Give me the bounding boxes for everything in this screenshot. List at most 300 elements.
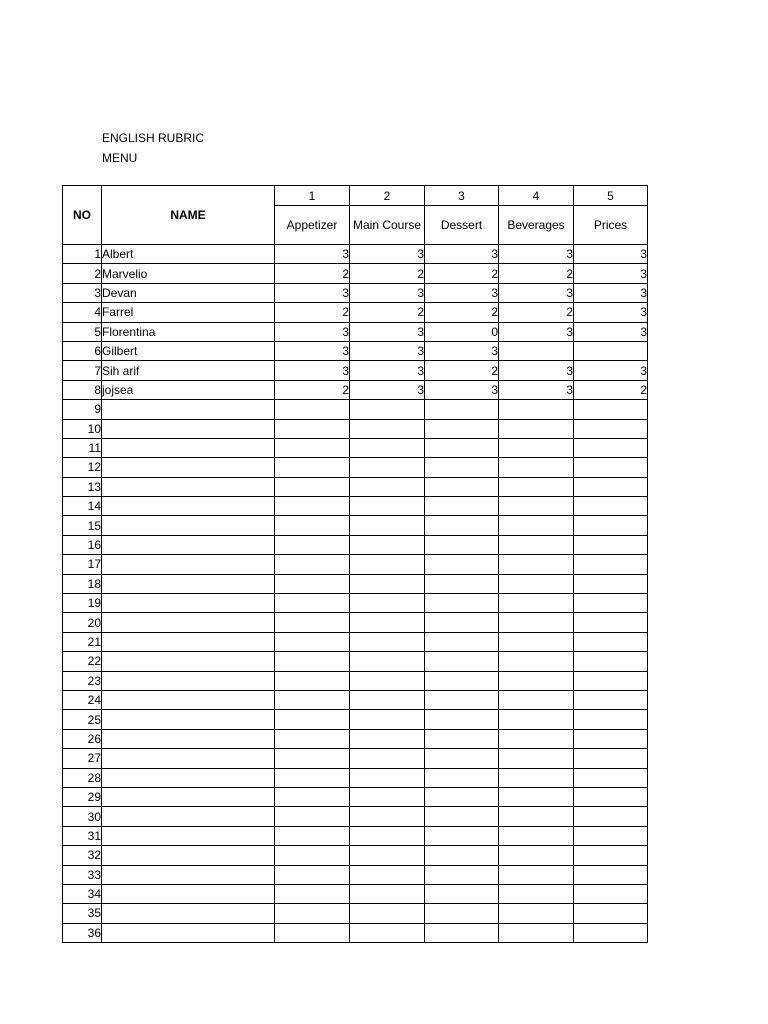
- row-number-cell[interactable]: 17: [63, 555, 102, 574]
- table-row: [63, 535, 648, 554]
- score-cell[interactable]: [275, 594, 350, 613]
- student-name-cell[interactable]: [102, 613, 275, 632]
- table-row: [63, 438, 648, 457]
- score-cell[interactable]: [499, 729, 574, 748]
- criterion-number: 5: [574, 186, 648, 206]
- document-title: ENGLISH RUBRIC: [102, 131, 205, 145]
- score-cell[interactable]: [275, 555, 350, 574]
- student-name-cell[interactable]: Gilbert: [102, 341, 275, 360]
- score-cell[interactable]: [275, 632, 350, 651]
- score-cell[interactable]: [275, 516, 350, 535]
- table-row: [63, 690, 648, 709]
- score-cell[interactable]: [574, 923, 648, 942]
- score-cell[interactable]: [499, 710, 574, 729]
- score-cell[interactable]: [350, 884, 425, 903]
- student-name-cell[interactable]: [102, 923, 275, 942]
- score-cell[interactable]: [499, 516, 574, 535]
- score-cell[interactable]: [574, 865, 648, 884]
- score-cell[interactable]: [574, 400, 648, 419]
- score-cell[interactable]: [275, 846, 350, 865]
- score-cell[interactable]: 3: [350, 322, 425, 341]
- score-cell[interactable]: 3: [275, 283, 350, 302]
- score-cell[interactable]: [499, 419, 574, 438]
- table-row: [63, 245, 648, 264]
- score-cell[interactable]: 2: [574, 380, 648, 399]
- row-number-cell[interactable]: 18: [63, 574, 102, 593]
- score-cell[interactable]: [350, 652, 425, 671]
- student-name-cell[interactable]: [102, 535, 275, 554]
- student-name-cell[interactable]: [102, 787, 275, 806]
- score-cell[interactable]: [499, 594, 574, 613]
- score-cell[interactable]: [574, 652, 648, 671]
- score-cell[interactable]: [499, 341, 574, 360]
- score-cell[interactable]: [350, 400, 425, 419]
- score-cell[interactable]: [425, 400, 499, 419]
- row-number-cell[interactable]: 11: [63, 438, 102, 457]
- student-name-cell[interactable]: [102, 574, 275, 593]
- score-cell[interactable]: [574, 729, 648, 748]
- score-cell[interactable]: [499, 826, 574, 845]
- score-cell[interactable]: [350, 535, 425, 554]
- row-number-cell[interactable]: 15: [63, 516, 102, 535]
- score-cell[interactable]: [499, 535, 574, 554]
- row-number-cell[interactable]: 26: [63, 729, 102, 748]
- score-cell[interactable]: 2: [425, 361, 499, 380]
- score-cell[interactable]: [425, 768, 499, 787]
- table-row: [63, 555, 648, 574]
- score-cell[interactable]: [425, 787, 499, 806]
- score-cell[interactable]: 3: [574, 322, 648, 341]
- table-row: [63, 264, 648, 283]
- table-row: [63, 632, 648, 651]
- score-cell[interactable]: [425, 904, 499, 923]
- score-cell[interactable]: 2: [275, 380, 350, 399]
- score-cell[interactable]: [350, 807, 425, 826]
- score-cell[interactable]: [499, 846, 574, 865]
- score-cell[interactable]: [275, 652, 350, 671]
- score-cell[interactable]: [275, 497, 350, 516]
- row-number-cell[interactable]: 22: [63, 652, 102, 671]
- row-number-cell[interactable]: 32: [63, 846, 102, 865]
- criteria-number-row: [63, 186, 648, 206]
- score-cell[interactable]: [574, 884, 648, 903]
- score-cell[interactable]: [275, 613, 350, 632]
- table-row: [63, 826, 648, 845]
- row-number-cell[interactable]: 2: [63, 264, 102, 283]
- score-cell[interactable]: [350, 438, 425, 457]
- score-cell[interactable]: 3: [275, 322, 350, 341]
- row-number-cell[interactable]: 33: [63, 865, 102, 884]
- score-cell[interactable]: [275, 729, 350, 748]
- score-cell[interactable]: 3: [499, 283, 574, 302]
- score-cell[interactable]: 3: [350, 283, 425, 302]
- student-name-cell[interactable]: [102, 497, 275, 516]
- row-number-cell[interactable]: 25: [63, 710, 102, 729]
- score-cell[interactable]: [350, 419, 425, 438]
- row-number-cell[interactable]: 7: [63, 361, 102, 380]
- score-cell[interactable]: [350, 749, 425, 768]
- score-cell[interactable]: [574, 710, 648, 729]
- row-number-cell[interactable]: 27: [63, 749, 102, 768]
- table-row: [63, 283, 648, 302]
- table-row: [63, 807, 648, 826]
- score-cell[interactable]: [499, 632, 574, 651]
- student-name-cell[interactable]: [102, 884, 275, 903]
- score-cell[interactable]: 3: [499, 322, 574, 341]
- score-cell[interactable]: [425, 729, 499, 748]
- row-number-cell[interactable]: 10: [63, 419, 102, 438]
- table-row: [63, 652, 648, 671]
- score-cell[interactable]: [350, 787, 425, 806]
- score-cell[interactable]: [574, 671, 648, 690]
- row-number-cell[interactable]: 24: [63, 690, 102, 709]
- score-cell[interactable]: [425, 690, 499, 709]
- table-row: [63, 380, 648, 399]
- table-row: [63, 729, 648, 748]
- table-row: [63, 477, 648, 496]
- score-cell[interactable]: [499, 904, 574, 923]
- score-cell[interactable]: [425, 535, 499, 554]
- score-cell[interactable]: 3: [574, 283, 648, 302]
- score-cell[interactable]: [499, 555, 574, 574]
- score-cell[interactable]: [574, 632, 648, 651]
- table-row: [63, 419, 648, 438]
- score-cell[interactable]: [499, 923, 574, 942]
- table-row: [63, 710, 648, 729]
- criterion-number: 1: [275, 186, 350, 206]
- table-row: [63, 574, 648, 593]
- score-cell[interactable]: [425, 884, 499, 903]
- student-name-cell[interactable]: [102, 690, 275, 709]
- criterion-main-course-header: Main Course: [350, 206, 425, 245]
- student-name-cell[interactable]: [102, 419, 275, 438]
- score-cell[interactable]: [499, 613, 574, 632]
- score-cell[interactable]: [350, 768, 425, 787]
- score-cell[interactable]: [350, 458, 425, 477]
- table-body: [63, 245, 648, 943]
- score-cell[interactable]: 3: [350, 361, 425, 380]
- criterion-prices-header: Prices: [574, 206, 648, 245]
- student-name-cell[interactable]: [102, 594, 275, 613]
- table-row: [63, 846, 648, 865]
- score-cell[interactable]: [425, 846, 499, 865]
- row-number-cell[interactable]: 30: [63, 807, 102, 826]
- score-cell[interactable]: [425, 865, 499, 884]
- score-cell[interactable]: [574, 749, 648, 768]
- score-cell[interactable]: 3: [574, 245, 648, 264]
- score-cell[interactable]: [499, 652, 574, 671]
- score-cell[interactable]: [275, 710, 350, 729]
- score-cell[interactable]: 3: [425, 380, 499, 399]
- score-cell[interactable]: [499, 438, 574, 457]
- student-name-cell[interactable]: Farrel: [102, 303, 275, 322]
- student-name-cell[interactable]: Sih arif: [102, 361, 275, 380]
- score-cell[interactable]: 2: [350, 303, 425, 322]
- row-number-cell[interactable]: 31: [63, 826, 102, 845]
- score-cell[interactable]: [425, 516, 499, 535]
- score-cell[interactable]: [574, 535, 648, 554]
- table-row: [63, 458, 648, 477]
- student-name-cell[interactable]: [102, 846, 275, 865]
- table-row: [63, 400, 648, 419]
- score-cell[interactable]: [275, 904, 350, 923]
- student-name-cell[interactable]: [102, 632, 275, 651]
- table-row: [63, 303, 648, 322]
- criterion-dessert-header: Dessert: [425, 206, 499, 245]
- score-cell[interactable]: [350, 613, 425, 632]
- score-cell[interactable]: [425, 419, 499, 438]
- score-cell[interactable]: [574, 613, 648, 632]
- score-cell[interactable]: [425, 652, 499, 671]
- row-number-cell[interactable]: 29: [63, 787, 102, 806]
- table-row: [63, 749, 648, 768]
- row-number-cell[interactable]: 21: [63, 632, 102, 651]
- table-row: [63, 768, 648, 787]
- score-cell[interactable]: [574, 846, 648, 865]
- row-number-cell[interactable]: 9: [63, 400, 102, 419]
- score-cell[interactable]: 3: [350, 245, 425, 264]
- score-cell[interactable]: [574, 904, 648, 923]
- table-row: [63, 787, 648, 806]
- student-name-cell[interactable]: [102, 652, 275, 671]
- score-cell[interactable]: 3: [499, 380, 574, 399]
- student-name-cell[interactable]: [102, 749, 275, 768]
- row-number-cell[interactable]: 16: [63, 535, 102, 554]
- score-cell[interactable]: [425, 710, 499, 729]
- score-cell[interactable]: [275, 574, 350, 593]
- student-name-cell[interactable]: [102, 477, 275, 496]
- score-cell[interactable]: [499, 497, 574, 516]
- row-number-cell[interactable]: 20: [63, 613, 102, 632]
- score-cell[interactable]: [499, 400, 574, 419]
- score-cell[interactable]: [425, 594, 499, 613]
- score-cell[interactable]: [574, 341, 648, 360]
- score-cell[interactable]: [275, 923, 350, 942]
- table-row: [63, 322, 648, 341]
- student-name-cell[interactable]: [102, 807, 275, 826]
- score-cell[interactable]: [574, 555, 648, 574]
- table-header: [63, 186, 648, 245]
- criterion-appetizer-header: Appetizer: [275, 206, 350, 245]
- score-cell[interactable]: [574, 574, 648, 593]
- score-cell[interactable]: [499, 477, 574, 496]
- student-name-cell[interactable]: Devan: [102, 283, 275, 302]
- row-number-cell[interactable]: 8: [63, 380, 102, 399]
- score-cell[interactable]: [275, 787, 350, 806]
- document-title-block: [102, 128, 204, 168]
- score-cell[interactable]: [499, 749, 574, 768]
- table-row: [63, 613, 648, 632]
- score-cell[interactable]: [275, 826, 350, 845]
- score-cell[interactable]: 2: [425, 303, 499, 322]
- row-number-cell[interactable]: 35: [63, 904, 102, 923]
- score-cell[interactable]: [425, 477, 499, 496]
- student-name-cell[interactable]: [102, 458, 275, 477]
- score-cell[interactable]: [574, 516, 648, 535]
- score-cell[interactable]: [275, 438, 350, 457]
- score-cell[interactable]: 3: [574, 303, 648, 322]
- score-cell[interactable]: [350, 477, 425, 496]
- score-cell[interactable]: [350, 671, 425, 690]
- score-cell[interactable]: 2: [425, 264, 499, 283]
- row-number-cell[interactable]: 1: [63, 245, 102, 264]
- student-name-cell[interactable]: [102, 729, 275, 748]
- document-subtitle: MENU: [102, 151, 138, 165]
- row-number-cell[interactable]: 36: [63, 923, 102, 942]
- score-cell[interactable]: 2: [499, 303, 574, 322]
- score-cell[interactable]: [275, 884, 350, 903]
- score-cell[interactable]: [275, 419, 350, 438]
- table-row: [63, 341, 648, 360]
- score-cell[interactable]: [574, 768, 648, 787]
- score-cell[interactable]: [425, 923, 499, 942]
- score-cell[interactable]: [275, 807, 350, 826]
- student-name-cell[interactable]: [102, 710, 275, 729]
- score-cell[interactable]: 3: [425, 245, 499, 264]
- score-cell[interactable]: [574, 807, 648, 826]
- score-cell[interactable]: [499, 671, 574, 690]
- score-cell[interactable]: [350, 865, 425, 884]
- score-cell[interactable]: 2: [350, 264, 425, 283]
- row-number-cell[interactable]: 34: [63, 884, 102, 903]
- student-name-cell[interactable]: [102, 904, 275, 923]
- score-cell[interactable]: [350, 594, 425, 613]
- score-cell[interactable]: [499, 768, 574, 787]
- score-cell[interactable]: [425, 574, 499, 593]
- row-number-cell[interactable]: 4: [63, 303, 102, 322]
- score-cell[interactable]: [574, 419, 648, 438]
- score-cell[interactable]: 3: [275, 341, 350, 360]
- score-cell[interactable]: [275, 749, 350, 768]
- score-cell[interactable]: [275, 690, 350, 709]
- student-name-cell[interactable]: jojsea: [102, 380, 275, 399]
- score-cell[interactable]: [275, 400, 350, 419]
- student-name-cell[interactable]: [102, 768, 275, 787]
- score-cell[interactable]: [425, 458, 499, 477]
- score-cell[interactable]: [574, 787, 648, 806]
- score-cell[interactable]: [275, 671, 350, 690]
- score-cell[interactable]: 2: [499, 264, 574, 283]
- score-cell[interactable]: [350, 846, 425, 865]
- score-cell[interactable]: [499, 884, 574, 903]
- row-number-cell[interactable]: 5: [63, 322, 102, 341]
- table-row: [63, 923, 648, 942]
- score-cell[interactable]: [350, 574, 425, 593]
- student-name-cell[interactable]: [102, 400, 275, 419]
- score-cell[interactable]: 3: [275, 361, 350, 380]
- score-cell[interactable]: [275, 458, 350, 477]
- row-number-cell[interactable]: 28: [63, 768, 102, 787]
- score-cell[interactable]: [350, 904, 425, 923]
- score-cell[interactable]: [350, 923, 425, 942]
- score-cell[interactable]: [350, 555, 425, 574]
- score-cell[interactable]: [574, 497, 648, 516]
- score-cell[interactable]: [574, 826, 648, 845]
- score-cell[interactable]: [499, 807, 574, 826]
- score-cell[interactable]: [425, 497, 499, 516]
- score-cell[interactable]: [425, 807, 499, 826]
- student-name-cell[interactable]: Albert: [102, 245, 275, 264]
- score-cell[interactable]: 3: [425, 283, 499, 302]
- student-name-cell[interactable]: Florentina: [102, 322, 275, 341]
- score-cell[interactable]: 3: [574, 264, 648, 283]
- row-number-cell[interactable]: 23: [63, 671, 102, 690]
- student-name-cell[interactable]: [102, 555, 275, 574]
- table-row: [63, 865, 648, 884]
- criterion-number: 2: [350, 186, 425, 206]
- score-cell[interactable]: [275, 535, 350, 554]
- row-number-cell[interactable]: 12: [63, 458, 102, 477]
- score-cell[interactable]: [425, 826, 499, 845]
- score-cell[interactable]: [499, 865, 574, 884]
- score-cell[interactable]: [499, 458, 574, 477]
- student-name-cell[interactable]: Marvelio: [102, 264, 275, 283]
- score-cell[interactable]: 3: [425, 341, 499, 360]
- score-cell[interactable]: 0: [425, 322, 499, 341]
- score-cell[interactable]: [350, 632, 425, 651]
- criterion-number: 3: [425, 186, 499, 206]
- score-cell[interactable]: [350, 497, 425, 516]
- score-cell[interactable]: [350, 729, 425, 748]
- score-cell[interactable]: [574, 594, 648, 613]
- score-cell[interactable]: [275, 768, 350, 787]
- score-cell[interactable]: [425, 555, 499, 574]
- score-cell[interactable]: 3: [275, 245, 350, 264]
- score-cell[interactable]: 2: [275, 303, 350, 322]
- score-cell[interactable]: [574, 438, 648, 457]
- score-cell[interactable]: [425, 438, 499, 457]
- table-row: [63, 497, 648, 516]
- score-cell[interactable]: [350, 710, 425, 729]
- score-cell[interactable]: [275, 477, 350, 496]
- score-cell[interactable]: 3: [350, 341, 425, 360]
- row-number-cell[interactable]: 3: [63, 283, 102, 302]
- score-cell[interactable]: [350, 516, 425, 535]
- student-name-cell[interactable]: [102, 438, 275, 457]
- student-name-cell[interactable]: [102, 671, 275, 690]
- student-name-cell[interactable]: [102, 516, 275, 535]
- student-name-cell[interactable]: [102, 865, 275, 884]
- student-name-cell[interactable]: [102, 826, 275, 845]
- score-cell[interactable]: [499, 690, 574, 709]
- score-cell[interactable]: [350, 826, 425, 845]
- score-cell[interactable]: [425, 632, 499, 651]
- score-cell[interactable]: [574, 477, 648, 496]
- score-cell[interactable]: 2: [275, 264, 350, 283]
- row-number-cell[interactable]: 6: [63, 341, 102, 360]
- score-cell[interactable]: [574, 458, 648, 477]
- score-cell[interactable]: 3: [499, 245, 574, 264]
- rubric-table: [62, 185, 648, 943]
- score-cell[interactable]: 3: [350, 380, 425, 399]
- score-cell[interactable]: [350, 690, 425, 709]
- score-cell[interactable]: [425, 749, 499, 768]
- table-row: [63, 884, 648, 903]
- score-cell[interactable]: [425, 613, 499, 632]
- row-number-cell[interactable]: 14: [63, 497, 102, 516]
- score-cell[interactable]: 3: [574, 361, 648, 380]
- score-cell[interactable]: [499, 574, 574, 593]
- score-cell[interactable]: [275, 865, 350, 884]
- row-number-cell[interactable]: 19: [63, 594, 102, 613]
- table-row: [63, 361, 648, 380]
- score-cell[interactable]: [499, 787, 574, 806]
- row-number-cell[interactable]: 13: [63, 477, 102, 496]
- score-cell[interactable]: [574, 690, 648, 709]
- score-cell[interactable]: [425, 671, 499, 690]
- no-column-header: NO: [63, 186, 102, 245]
- score-cell[interactable]: 3: [499, 361, 574, 380]
